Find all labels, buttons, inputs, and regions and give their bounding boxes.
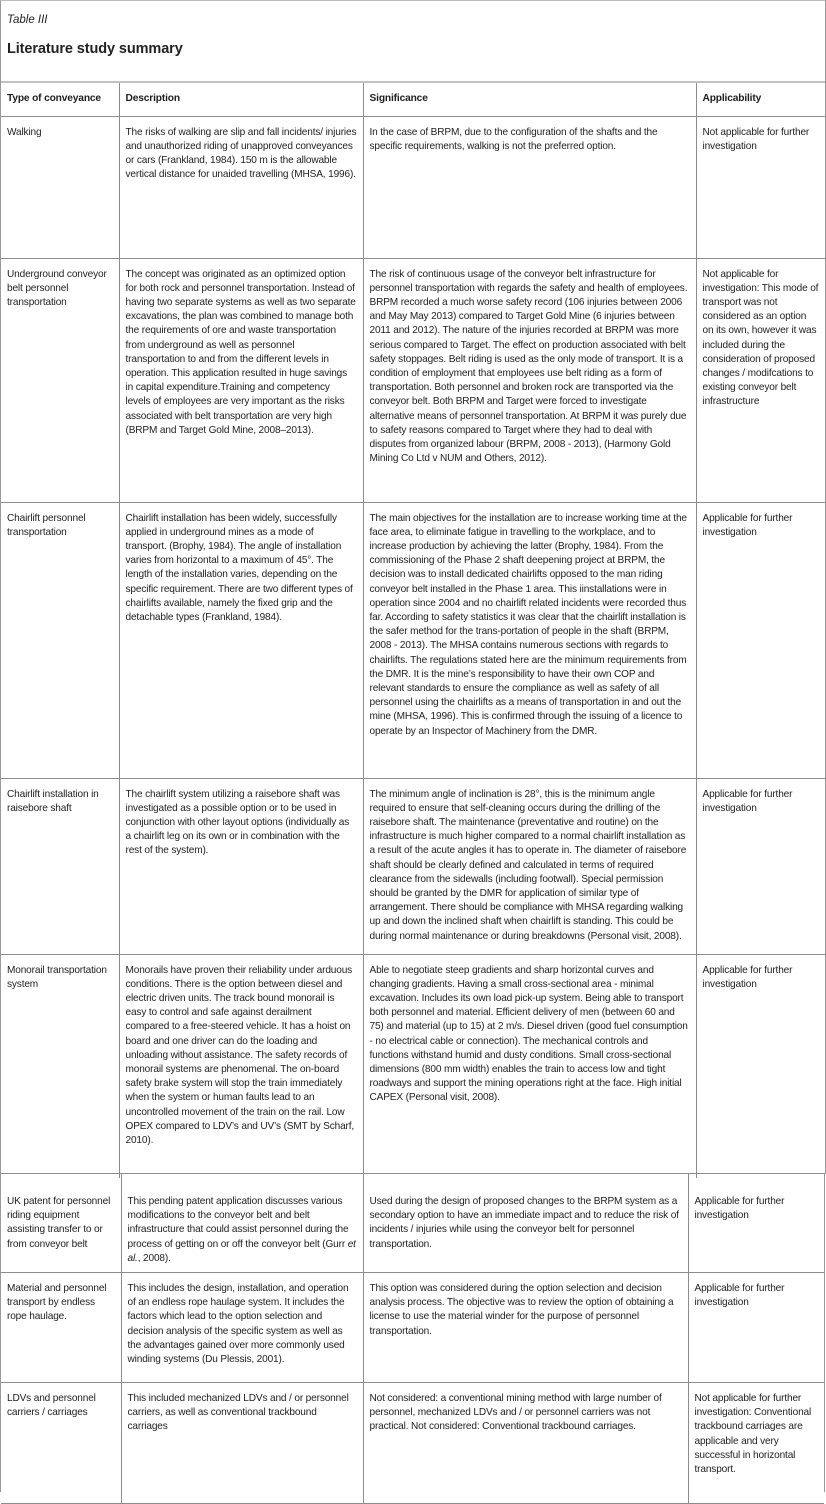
cell-significance: In the case of BRPM, due to the configuration of the shafts and the specific requirements, walking is not the preferred option. (363, 116, 696, 258)
cell-significance: Used during the design of proposed changes to the BRPM system as a secondary option to have an immediate impact and to reduce the risk of incidents / injuries while using the conveyor belt for personnel transportation. (363, 1174, 688, 1273)
cell-description: The chairlift system utilizing a raisebore shaft was investigated as a possible option or to be used in conjunction with other layout options (individually as a chairlift leg on its own or in combination with the rest of the system). (119, 778, 363, 954)
cell-type: Chairlift personnel transportation (7, 512, 86, 538)
cell-type: LDVs and personnel carriers / carriages (7, 1393, 96, 1419)
cell-type: Chairlift installation in raisebore shaft (7, 788, 99, 814)
literature-summary-table-continued (1, 1173, 824, 1504)
table-row (1, 1383, 824, 1504)
cell-applicability: Not applicable for investigation: This mode of transport was not considered as an option on its own, however it was included during the consideration of proposed changes / modifcations to existing conveyor belt infrastructure (696, 258, 825, 502)
description-text: , 2008). (137, 1252, 171, 1264)
cell-type: Walking (7, 126, 42, 138)
cell-significance: Able to negotiate steep gradients and sharp horizontal curves and changing gradients. Having a small cross-sectional area - minimal excavation. Includes its own load pick-up system. Being able to transport both personnel and material. Efficient delivery of men (between 60 and 75) and material (up to 15) at 2 m/s. Diesel driven (good fuel consumption - no electrical cable or connection). The mechanical controls and functions withstand humid and dusty conditions. Small cross-sectional dimensions (800 mm width) enables the train to access low and tight roadways and support the mining operations right at the face. High initial CAPEX (Personal visit, 2008). (363, 954, 696, 1178)
header-significance: Significance (363, 82, 696, 116)
cell-applicability: Applicable for further investigation (696, 502, 825, 778)
cell-description: The risks of walking are slip and fall incidents/ injuries and unauthorized riding of unapproved conveyances or cars (Frankland, 1984). 150 m is the allowable vertical distance for unaided travelling (MHSA, 1996). (119, 116, 363, 258)
cell-description: This included mechanized LDVs and / or personnel carriers, as well as conventional trackbound carriages (121, 1383, 363, 1504)
cell-type: UK patent for personnel riding equipment assisting transfer to or from conveyor belt (7, 1196, 111, 1250)
table-row (1, 258, 825, 502)
table-label: Table III (7, 14, 48, 26)
cell-description: This includes the design, installation, and operation of an endless rope haulage system. It includes the factors which lead to the option selection and decision analysis of the specific system as well as the advantages gained over more commonly used winding systems (Du Plessis, 2001). (121, 1273, 363, 1383)
cell-applicability: Not applicable for further investigation (696, 116, 825, 258)
cell-applicability: Applicable for further investigation (696, 778, 825, 954)
citation-et-al: et al. (127, 1238, 356, 1264)
cell-applicability: Applicable for further investigation (688, 1273, 824, 1383)
cell-description: Monorails have proven their reliability under arduous conditions. There is the option between diesel and electric driven units. The track bound monorail is easy to control and safe against derailment compared to a free-steered vehicle. It has a hoist on board and one driver can do the loading and unloading without assistance. The safety records of monorail systems are phenomenal. The on-board safety brake system will stop the train immediately when the system or human faults lead to an uncontrolled movement of the train on the rail. Low OPEX compared to LDV’s and UV’s (SMT by Scharf, 2010). (119, 954, 363, 1178)
cell-description: Chairlift installation has been widely, successfully applied in underground mines as a mode of transport. (Brophy, 1984). The angle of installation varies from horizontal to a maximum of 45°. The length of the installation varies, depending on the specific requirement. There are two different types of chairlifts available, namely the fixed grip and the detachable types (Frankland, 1984). (119, 502, 363, 778)
description-text: This pending patent application discusses various modifications to the conveyor belt and belt infrastructure that could assist personnel during the process of getting on or off the conveyor belt (Gurr (127, 1196, 349, 1250)
cell-type: Material and personnel transport by endless rope haulage. (7, 1283, 107, 1323)
cell-applicability: Applicable for further investigation (688, 1174, 824, 1273)
cell-applicability: Not applicable for further investigation: Conventional trackbound carriages are applicable and very successful in horizontal transport. (688, 1383, 824, 1504)
header-applicability: Applicability (696, 82, 825, 116)
cell-description (121, 1174, 363, 1273)
literature-summary-table (1, 81, 825, 1178)
table-continued-section (0, 1173, 825, 1492)
table-row (1, 778, 825, 954)
table-title: Literature study summary (7, 41, 183, 57)
table-row (1, 502, 825, 778)
header-description: Description (119, 82, 363, 116)
table-row (1, 1273, 824, 1383)
cell-applicability: Applicable for further investigation (696, 954, 825, 1178)
cell-type: Monorail transportation system (7, 964, 107, 990)
table-row (1, 954, 825, 1178)
cell-description: The concept was originated as an optimized option for both rock and personnel transportation. Instead of having two separate systems as well as two separate excavations, the plan was combined to manage both the requirements of ore and waste transportation from underground as well as personnel transportation to and from the different levels in operation. This application resulted in huge savings in capital expenditure.Training and competency levels of employees are very important as the risks associated with belt transportation are very high (BRPM and Target Gold Mine, 2008–2013). (119, 258, 363, 502)
table-header-row (1, 82, 825, 116)
cell-type: Underground conveyor belt personnel transportation (7, 268, 107, 308)
cell-significance: The risk of continuous usage of the conveyor belt infrastructure for personnel transportation with regards the safety and health of employees. BRPM recorded a much worse safety record (106 injuries between 2006 and May May 2013) compared to Target Gold Mine (6 injuries between 2011 and 2012). The nature of the injuries recorded at BRPM was more serious compared to Target. The effect on production associated with belt safety stoppages. Belt riding is used as the only mode of transport. It is a condition of employment that employees use belt riding as a form of transportation. Both personnel and broken rock are transported via the conveyor belt. Both BRPM and Target were forced to investigate alternative means of personnel transportation. At BRPM it was purely due to safety reasons compared to Target where they had to deal with disputes from organized labour (BRPM, 2008 - 2013), (Harmony Gold Mining Co Ltd v NUM and Others, 2012). (363, 258, 696, 502)
cell-significance: The main objectives for the installation are to increase working time at the face area, to eliminate fatigue in travelling to the workplace, and to increase production by achieving the latter (Brophy, 1984). From the commissioning of the Phase 2 shaft deepening project at BRPM, the decision was to install dedicated chairlifts opposed to the man riding conveyor belt installed in the Phase 1 area. This iinstallations were in operation since 2004 and no chairlift related incidents were recorded thus far. According to safety statistics it was clear that the chairlift installation is the safer method for the trans-portation of people in the shaft (BRPM, 2008 - 2013). The MHSA contains numerous sections with regards to chairlifts. The regulations stated here are the minimum requirements from the DMR. It is the mine’s responsibility to have their own COP and relevant standards to ensure the compliance as well as safety of all personnel using the chairlifts as a means of transportation in and out the mine (MHSA, 1996). This is confirmed through the issuing of a licence to operate by an Inspector of Machinery from the DMR. (363, 502, 696, 778)
header-type-of-conveyance: Type of conveyance (1, 82, 119, 116)
cell-significance: Not considered: a conventional mining method with large number of personnel, mechanized LDVs and / or personnel carriers was not practical. Not considered: Conventional trackbound carriages. (363, 1383, 688, 1504)
cell-significance: The minimum angle of inclination is 28°, this is the minimum angle required to ensure that self-cleaning occurs during the drilling of the raisebore shaft. The maintenance (preventative and routine) on the infrastructure is much higher compared to a normal chairlift installation as a result of the acute angles it has to operate in. The diameter of raisebore shaft should be clearly defined and calculated in terms of required clearance from the sidewalls (including footwall). Special permission should be granted by the DMR for application of similar type of arrangement. There should be compliance with MHSA regarding walking up and down the inclined shaft when chairlift is standing. This could be during normal maintenance or during breakdowns (Personal visit, 2008). (363, 778, 696, 954)
table-row (1, 1174, 824, 1273)
table-row (1, 116, 825, 258)
cell-significance: This option was considered during the option selection and decision analysis process. The objective was to review the option of obtaining a license to use the material winder for the purpose of personnel transportation. (363, 1273, 688, 1383)
